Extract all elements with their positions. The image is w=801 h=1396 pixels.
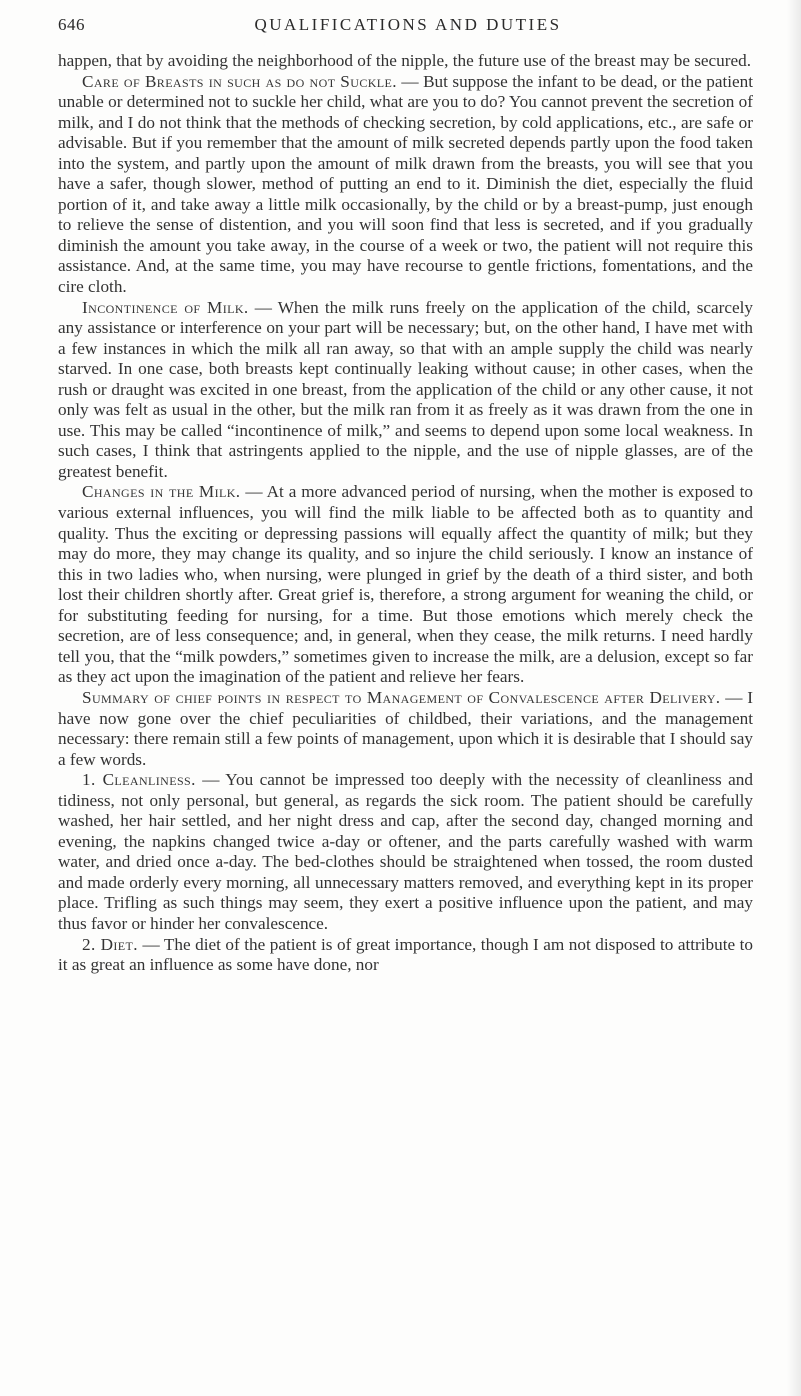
- paragraph-text: — When the milk runs freely on the application of the child, scarcely any assistance or interference on your part will be necessary; but, on the other hand, I have met with a few instances in which the milk all ran away, so that with an ample supply the child was nearly starved. In one case, both breasts kept continually leaking without cause; in other cases, when the rush or draught was excited in one breast, from the application of the child or any other cause, it not only was felt as usual in the other, but the milk ran from it as freely as it was drawn from the one in use. This may be called “incontinence of milk,” and seems to depend upon some local weakness. In such cases, I think that astringents applied to the nipple, and the use of nipple glasses, are of the greatest benefit.: [58, 297, 754, 481]
- paragraph-text: happen, that by avoiding the neighborhood of the nipple, the future use of the breast may be secured.: [58, 51, 752, 70]
- section-heading: Care of Breasts in such as do not Suckle.: [82, 71, 397, 91]
- paragraph-cleanliness: [58, 770, 753, 934]
- paragraph-continuation: [58, 51, 753, 72]
- paragraph-text: — I have now gone over the chief peculiarities of childbed, their variations, and the management necessary: there remain still a few points of management, upon which it is desirable that I should say a few words.: [58, 687, 753, 769]
- section-heading: 1. Cleanliness.: [82, 770, 196, 790]
- paragraph-text: — The diet of the patient is of great importance, though I am not disposed to attribute to it as great an influence as some have done, nor: [58, 934, 753, 975]
- section-heading: 2. Diet.: [82, 934, 138, 954]
- section-heading: Changes in the Milk.: [82, 482, 241, 502]
- paragraph-care-of-breasts: [58, 72, 753, 298]
- paragraph-text: — At a more advanced period of nursing, when the mother is exposed to various external influences, you will find the milk liable to be affected both as to quantity and quality. Thus the exciting or depressing passions will equally affect the quantity of milk; but they may do more, they may change its quality, and so injure the child seriously. I know an instance of this in two ladies who, when nursing, were plunged in grief by the death of a third sister, and both lost their children shortly after. Great grief is, therefore, a strong argument for weaning the child, or for substituting feeding for nursing, for a time. But those emotions which merely check the secretion, are of less consequence; and, in general, when they cease, the milk returns. I need hardly tell you, that the “milk powders,” sometimes given to increase the milk, are a delusion, except so far as they act upon the imagination of the patient and relieve her fears.: [58, 482, 753, 687]
- body-text: [58, 51, 753, 976]
- paragraph-changes-in-milk: [58, 482, 753, 687]
- running-head: [58, 15, 758, 43]
- section-heading: Summary of chief points in respect to Management of Convalescence after Delivery.: [82, 687, 721, 707]
- running-title: QUALIFICATIONS AND DUTIES: [254, 15, 562, 34]
- paragraph-incontinence-of-milk: [58, 298, 753, 483]
- page-edge-shadow: [787, 0, 801, 1396]
- page-number: 646: [58, 15, 85, 34]
- paragraph-text: — You cannot be impressed too deeply with the necessity of cleanliness and tidiness, not only personal, but general, as regards the sick room. The patient should be carefully washed, her hair settled, and her night dress and cap, after the second day, changed morning and evening, the napkins changed twice a-day or oftener, and the parts carefully washed with warm water, and dried once a-day. The bed-clothes should be straightened when tossed, the room dusted and made orderly every morning, all unnecessary matters removed, and everything kept in its proper place. Trifling as such things may seem, they exert a positive influence upon the patient, and may thus favor or hinder her convalescence.: [58, 770, 753, 933]
- paragraph-diet: [58, 935, 753, 976]
- paragraph-summary: [58, 688, 753, 770]
- paragraph-text: — But suppose the infant to be dead, or the patient unable or determined not to suckle her child, what are you to do? You cannot prevent the secretion of milk, and I do not think that the methods of checking secretion, by cold applications, etc., are safe or advisable. But if you remember that the amount of milk secreted depends partly upon the food taken into the system, and partly upon the amount of milk drawn from the breasts, you will see that you have a safer, though slower, method of putting an end to it. Diminish the diet, especially the fluid portion of it, and take away a little milk occasionally, by the child or by a breast-pump, just enough to relieve the sense of distention, and you will soon find that less is secreted, and if you gradually diminish the amount you take away, in the course of a week or two, the patient will not require this assistance. And, at the same time, you may have recourse to gentle frictions, fomentations, and the cire cloth.: [58, 71, 753, 297]
- section-heading: Incontinence of Milk.: [82, 297, 249, 317]
